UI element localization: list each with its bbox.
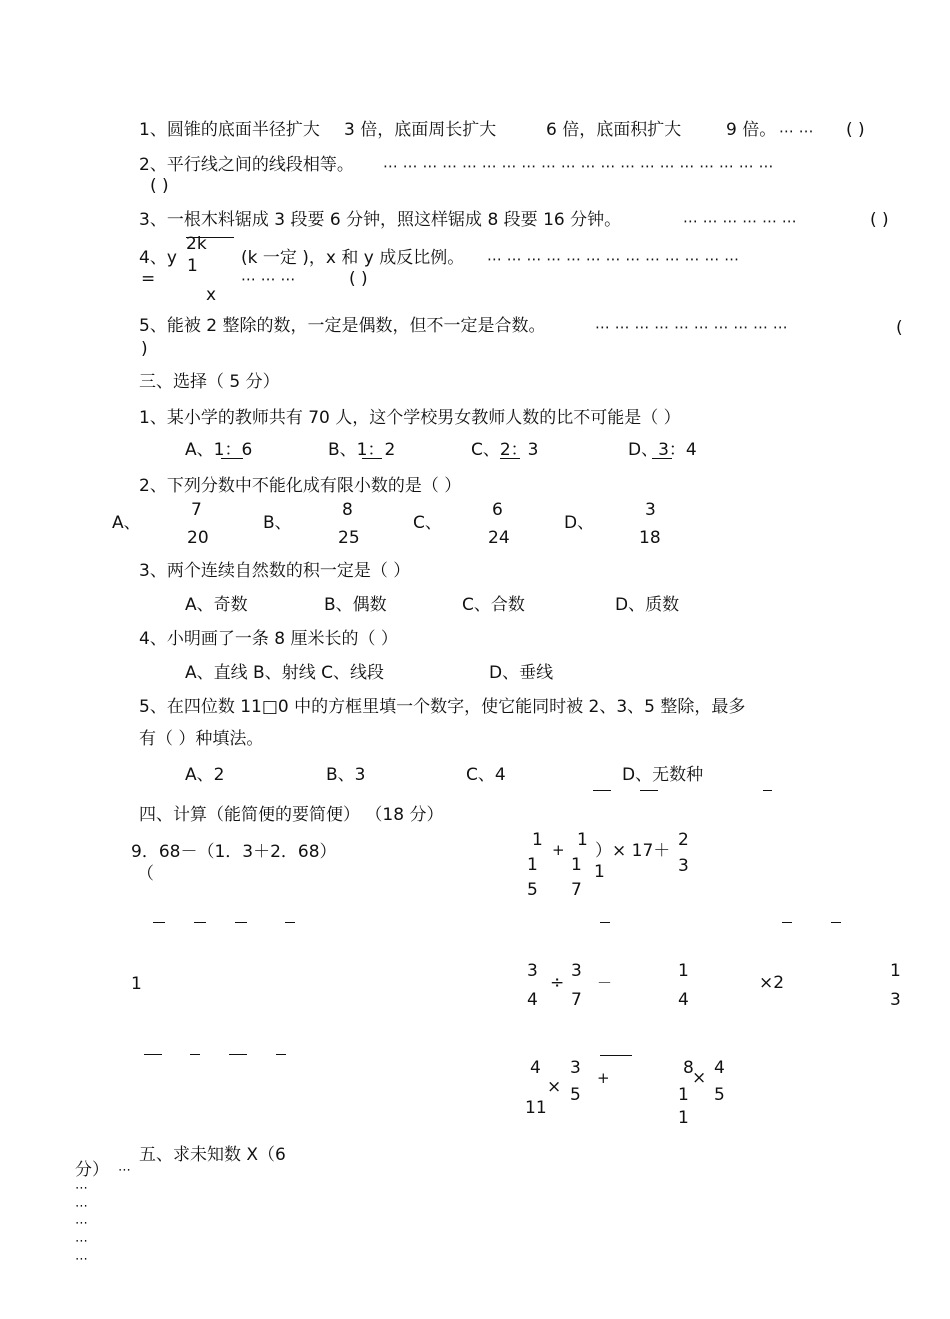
judge-q2-dots: ⋯ ⋯ ⋯ ⋯ ⋯ ⋯ ⋯ ⋯ ⋯ ⋯ ⋯ ⋯ ⋯ ⋯ ⋯ ⋯ ⋯ ⋯ ⋯ ⋯ [383, 157, 774, 175]
choice-q1-underline-b [362, 458, 382, 459]
calc-heading: 四、计算（能简便的要简便） （18 分） [139, 805, 444, 825]
choice-q2-option-d-numerator: 3 [645, 500, 656, 520]
calc-expr-3-d1: 4 [527, 990, 538, 1010]
judge-q4-dots2: ⋯ ⋯ ⋯ [241, 270, 296, 288]
judge-q4-equals: = [141, 269, 156, 289]
calc-expr-2-n2: 1 [577, 830, 588, 850]
choice-q1-option-b[interactable]: B、1：2 [328, 440, 396, 460]
choice-q5-option-a[interactable]: A、2 [185, 765, 225, 785]
choice-q1-underline-d [652, 458, 672, 459]
calc-expr-3-d4: 3 [890, 990, 901, 1010]
calc-expr-4-d3b: 1 [678, 1108, 689, 1128]
judge-q3-dots: ⋯ ⋯ ⋯ ⋯ ⋯ ⋯ [683, 212, 797, 230]
choice-q2-option-a-denominator: 20 [187, 528, 209, 548]
calc-expr-2-plus: + [552, 841, 565, 859]
judge-q2-text: 2、平行线之间的线段相等。 [139, 155, 354, 175]
calc-expr-2-dash-1 [600, 922, 610, 923]
choice-q3-stem: 3、两个连续自然数的积一定是（ ） [139, 561, 411, 581]
calc-expr-4-n1: 4 [530, 1058, 541, 1078]
choice-q5-stem2: 有（ ）种填法。 [139, 729, 264, 749]
choice-q2-option-c-label[interactable]: C、 [413, 513, 442, 533]
judge-q4-numerator2: 1 [187, 256, 198, 276]
judge-q1-text: 1、圆锥的底面半径扩大 [139, 120, 320, 140]
choice-q2-option-a-label[interactable]: A、 [112, 513, 141, 533]
calc-expr-4-plus: + [597, 1069, 610, 1087]
calc-expr-1-dash-3 [235, 922, 247, 923]
judge-q5-dots: ⋯ ⋯ ⋯ ⋯ ⋯ ⋯ ⋯ ⋯ ⋯ ⋯ [595, 318, 788, 336]
choice-q3-option-b[interactable]: B、偶数 [324, 595, 387, 615]
choice-q3-option-c[interactable]: C、合数 [462, 595, 525, 615]
judge-q1-dots: ⋯ ⋯ [779, 122, 814, 140]
unknown-dots-1: ⋯ [118, 1163, 131, 1178]
choice-q2-stem: 2、下列分数中不能化成有限小数的是（ ） [139, 476, 462, 496]
calc-expr-2-n4: 2 [678, 830, 689, 850]
calc-expr-2-n1: 1 [532, 830, 543, 850]
calc-expr-3-div: ÷ [550, 973, 565, 993]
calc-expr-3-n3: 1 [678, 961, 689, 981]
calc-expr-1-dash-2 [194, 922, 206, 923]
choice-q4-options-abc[interactable]: A、直线 B、射线 C、线段 [185, 663, 384, 683]
calc-expr-3-minus: － [597, 974, 613, 992]
judge-q4-dots: ⋯ ⋯ ⋯ ⋯ ⋯ ⋯ ⋯ ⋯ ⋯ ⋯ ⋯ ⋯ ⋯ [487, 250, 740, 268]
calc-expr-2-tail: ）× 17＋ [595, 841, 671, 861]
calc-expr-2-d3: 1 [594, 862, 605, 882]
choice-q3-option-d[interactable]: D、质数 [615, 595, 680, 615]
calc-expr-1-dash-5 [144, 1054, 162, 1055]
choice-q4-stem: 4、小明画了一条 8 厘米长的（ ） [139, 629, 398, 649]
calc-expr-1-dash-1 [153, 922, 165, 923]
choice-q2-option-b-label[interactable]: B、 [263, 513, 292, 533]
choice-q2-option-d-denominator: 18 [639, 528, 661, 548]
choice-q1-option-a[interactable]: A、1：6 [185, 440, 253, 460]
judge-q4-numerator: 2k [186, 234, 207, 254]
calc-expr-1-dash-7 [229, 1054, 247, 1055]
calc-expr-4-times2: × [692, 1068, 707, 1088]
judge-q4-fraction-bar [186, 237, 234, 238]
judge-q4-text: (k 一定 )，x 和 y 成反比例。 [241, 248, 465, 268]
choice-q3-option-a[interactable]: A、奇数 [185, 595, 248, 615]
judge-q3-text: 3、一根木料锯成 3 段要 6 分钟，照这样锯成 8 段要 16 分钟。 [139, 210, 622, 230]
unknown-heading-cont: 分） [75, 1160, 109, 1180]
choice-q5-option-d[interactable]: D、无数种 [622, 765, 704, 785]
calc-expr-1-dash-6 [190, 1054, 200, 1055]
calc-expr-1-one: 1 [131, 974, 142, 994]
choice-q2-option-b-denominator: 25 [338, 528, 360, 548]
calc-expr-4-d4: 5 [714, 1085, 725, 1105]
judge-q4-answer[interactable]: ( ) [349, 269, 368, 289]
calc-expr-4-times: × [547, 1077, 562, 1097]
judge-q1-n3: 9 倍。 [726, 120, 777, 140]
judge-q5-paren-close[interactable]: ) [141, 339, 148, 359]
judge-q4-denominator: x [206, 285, 217, 305]
calc-expr-2-d1a: 1 [527, 855, 538, 875]
choice-q5-stem: 5、在四位数 11□0 中的方框里填一个数字，使它能同时被 2、3、5 整除，最多 [139, 697, 746, 717]
choice-q5-option-b[interactable]: B、3 [326, 765, 366, 785]
choice-q1-option-d[interactable]: D、3：4 [628, 440, 697, 460]
calc-expr-2-dash-2 [782, 922, 792, 923]
calc-expr-3-times2: ×2 [759, 973, 785, 993]
calc-expr-4-d3a: 1 [678, 1085, 689, 1105]
judge-q2-answer[interactable]: ( ) [150, 176, 169, 196]
calc-expr-3-d2: 7 [571, 990, 582, 1010]
unknown-dots-5: ⋯ [75, 1234, 88, 1249]
choice-q5-dash-1 [593, 790, 611, 791]
choice-q4-option-d[interactable]: D、垂线 [489, 663, 554, 683]
calc-expr-2-dash-3 [831, 922, 841, 923]
judge-q1-answer[interactable]: ( ) [846, 120, 865, 140]
calc-expr-3-n1: 3 [527, 961, 538, 981]
calc-expr-4-n2: 3 [570, 1058, 581, 1078]
calc-expr-1-text: 9．68－（1．3＋2．68） [131, 842, 337, 862]
calc-expr-2-d4: 3 [678, 856, 689, 876]
judge-q1-n2: 6 倍，底面积扩大 [546, 120, 682, 140]
choice-q1-option-c[interactable]: C、2：3 [471, 440, 539, 460]
calc-expr-4-d1: 11 [525, 1098, 547, 1118]
unknown-heading: 五、求未知数 X（6 [139, 1145, 286, 1165]
choice-q2-option-c-denominator: 24 [488, 528, 510, 548]
calc-expr-4-bar [600, 1055, 632, 1056]
unknown-dots-2: ⋯ [75, 1181, 88, 1196]
choice-q5-option-c[interactable]: C、4 [466, 765, 506, 785]
judge-q4-prefix: 4、y [139, 248, 177, 268]
judge-q1-n1: 3 倍，底面周长扩大 [344, 120, 497, 140]
choice-q2-option-d-label[interactable]: D、 [564, 513, 595, 533]
calc-expr-1-dash-8 [276, 1054, 286, 1055]
calc-expr-2-d1b: 5 [527, 880, 538, 900]
calc-expr-4-n4: 4 [714, 1058, 725, 1078]
choice-q2-option-c-numerator: 6 [492, 500, 503, 520]
unknown-dots-3: ⋯ [75, 1199, 88, 1214]
choice-q1-stem: 1、某小学的教师共有 70 人，这个学校男女教师人数的比不可能是（ ） [139, 408, 681, 428]
choice-q5-dash-2 [640, 790, 658, 791]
unknown-dots-4: ⋯ [75, 1216, 88, 1231]
unknown-dots-6: ⋯ [75, 1252, 88, 1267]
calc-expr-1-dash-4 [285, 922, 295, 923]
choice-q1-underline-c [500, 458, 520, 459]
calc-expr-4-n3: 8 [683, 1058, 694, 1078]
calc-expr-3-d3: 4 [678, 990, 689, 1010]
choice-q1-underline-a [221, 458, 243, 459]
judge-q5-paren-open[interactable]: ( [896, 318, 903, 338]
calc-expr-2-d2a: 1 [571, 855, 582, 875]
choice-q2-option-a-numerator: 7 [191, 500, 202, 520]
judge-q3-answer[interactable]: ( ) [870, 210, 889, 230]
choice-q5-dash-3 [763, 790, 772, 791]
calc-expr-3-n2: 3 [571, 961, 582, 981]
calc-expr-3-n4: 1 [890, 961, 901, 981]
judge-q5-text: 5、能被 2 整除的数，一定是偶数，但不一定是合数。 [139, 316, 546, 336]
choice-heading: 三、选择（ 5 分） [139, 372, 280, 392]
calc-expr-1-paren: （ [137, 864, 154, 884]
calc-expr-2-d2b: 7 [571, 880, 582, 900]
choice-q2-option-b-numerator: 8 [342, 500, 353, 520]
calc-expr-4-d2: 5 [570, 1085, 581, 1105]
